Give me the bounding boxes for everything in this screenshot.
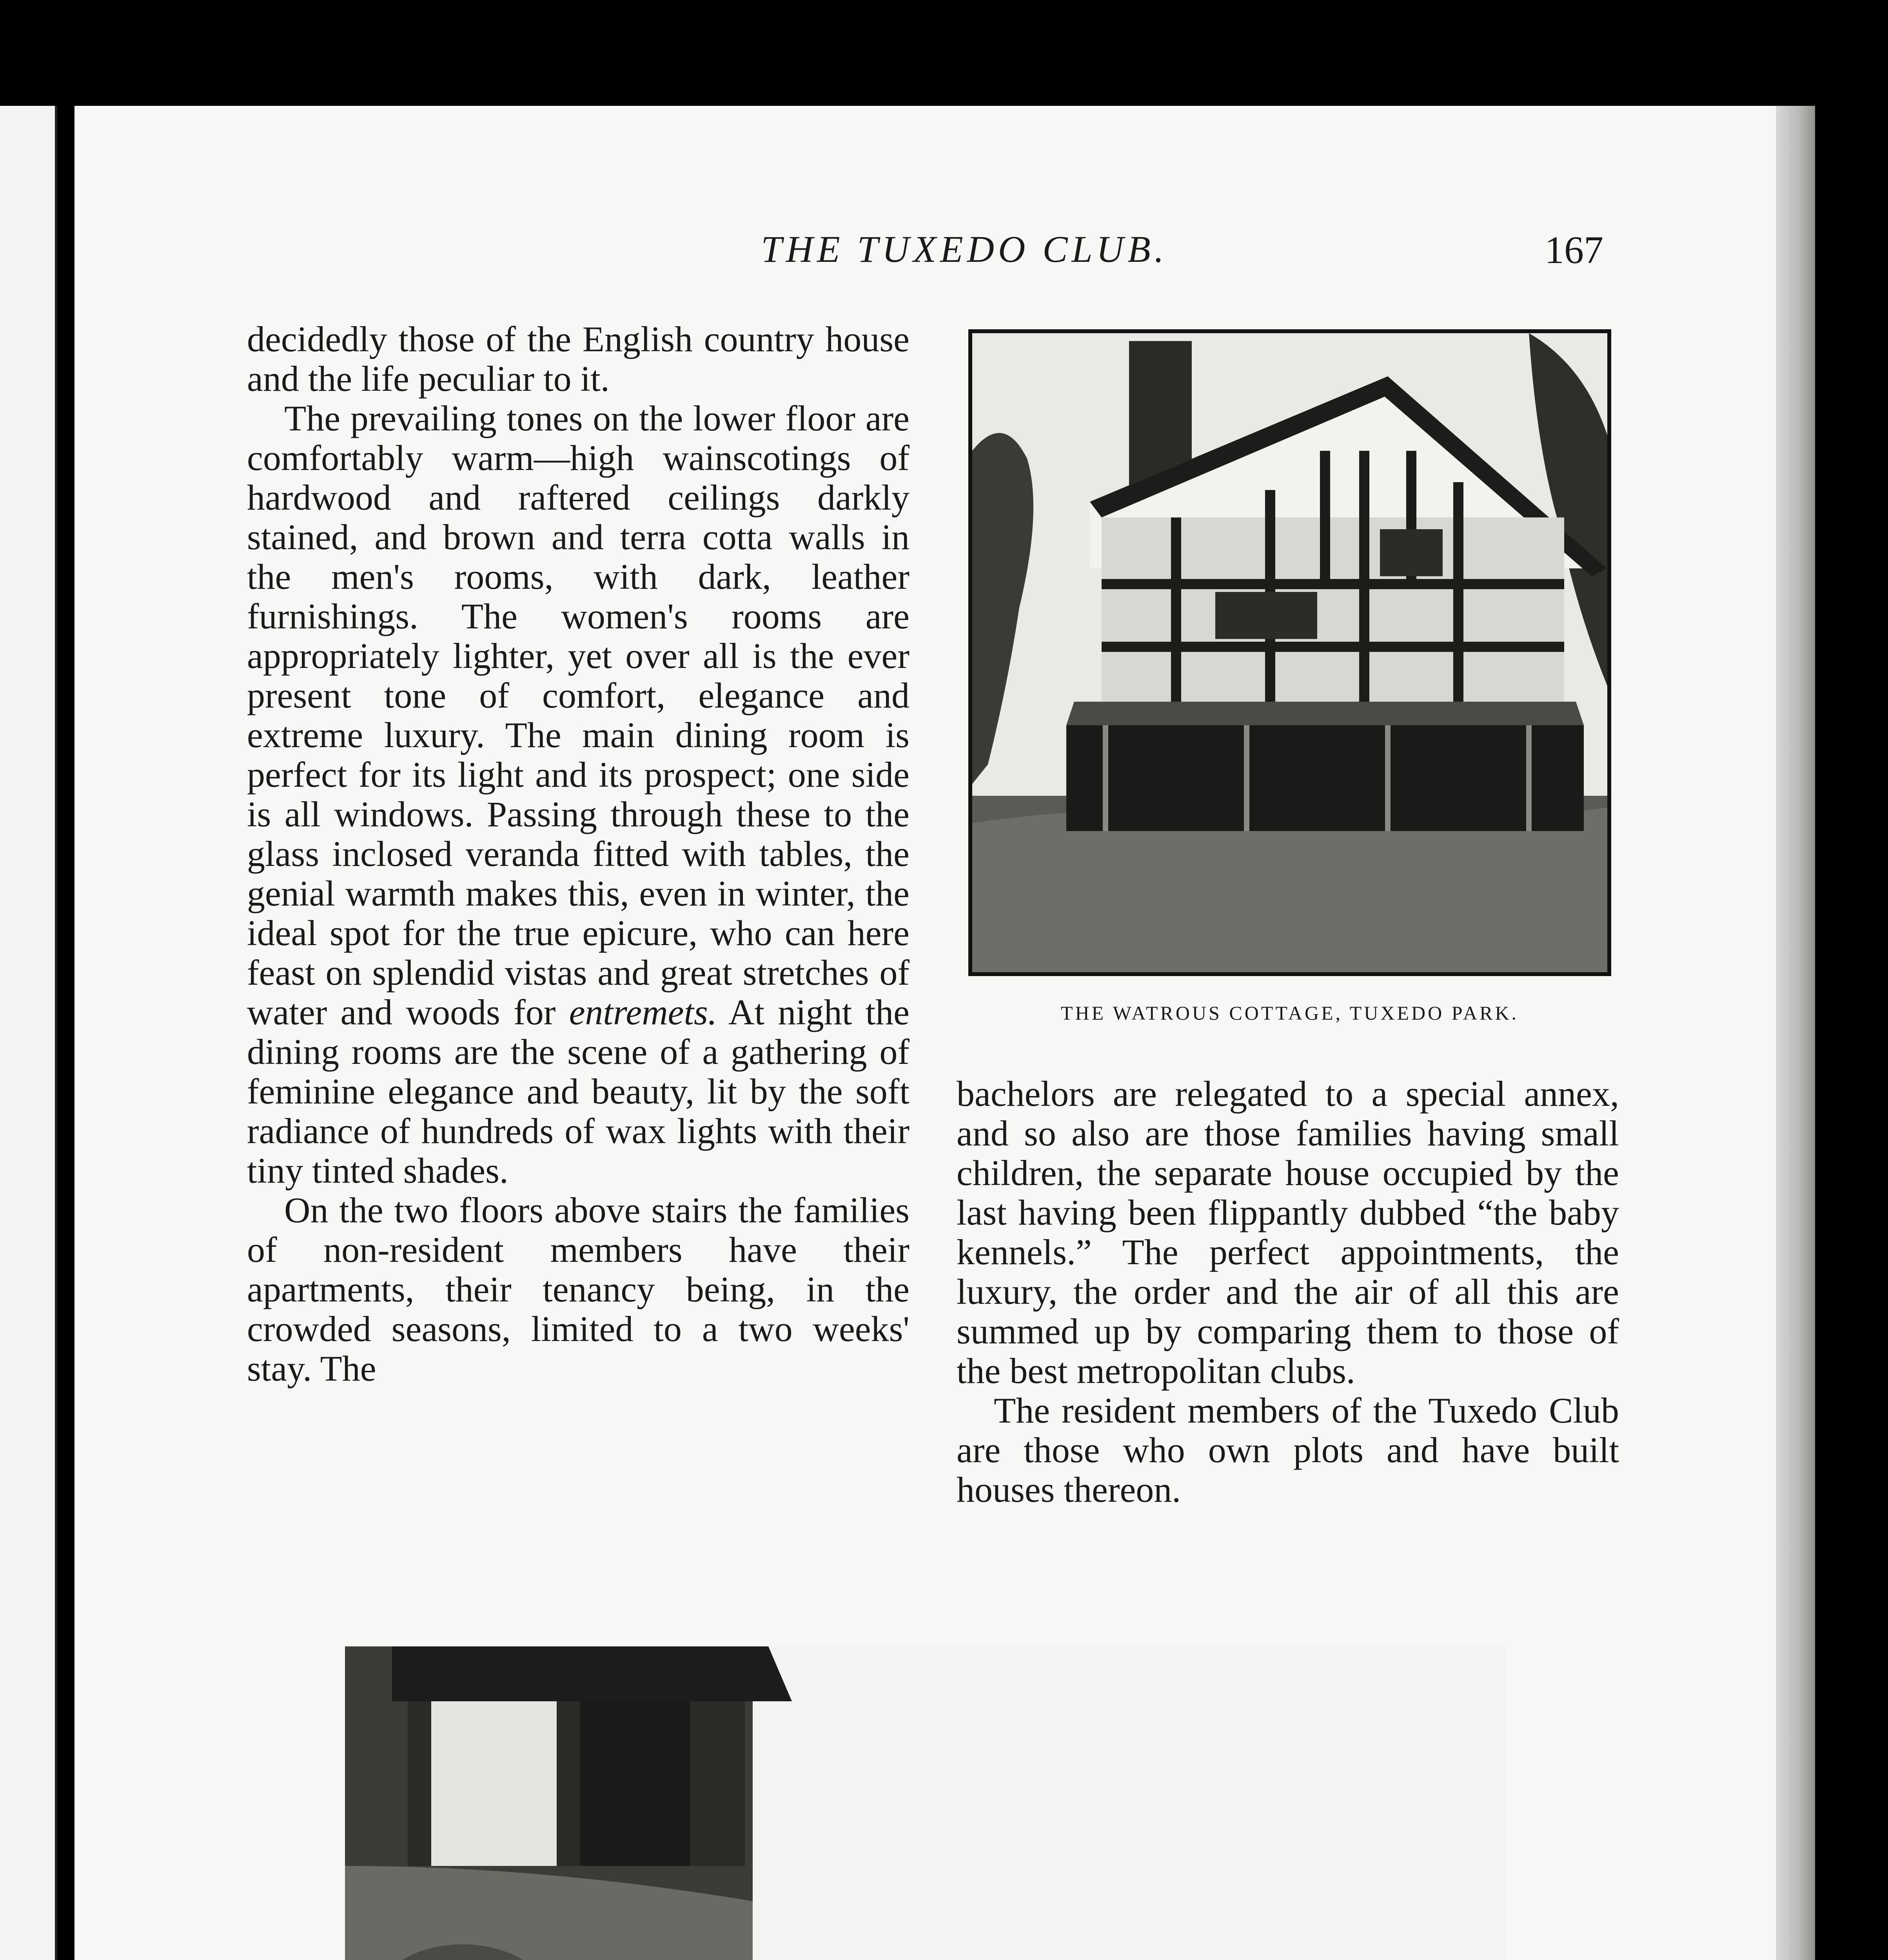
page-number: 167 [1545,228,1603,272]
running-head: THE TUXEDO CLUB. [761,228,1168,270]
italic-term: entremets. [569,992,717,1032]
paragraph: On the two floors above stairs the families of non-resident members have their apartments, their tenancy being, in the crowded seasons, limited to a two weeks' stay. The [247,1190,910,1388]
tuxedo-lake-photo [345,1646,1505,1960]
paragraph: decidedly those of the English country house and the life peculiar to it. [247,319,910,399]
page-fore-edge [1776,106,1815,1960]
paragraph: The resident members of the Tuxedo Club are those who own plots and have built houses thereon. [957,1390,1619,1510]
right-text-column [957,1074,1619,1510]
photo-caption: THE WATROUS COTTAGE, TUXEDO PARK. [1060,1002,1519,1024]
left-text-column [247,319,910,1388]
watrous-cottage-photo [968,329,1611,976]
facing-page-edge [0,106,57,1960]
paragraph-text: At night the dining rooms are the scene of a gathering of feminine elegance and beauty, lit by the soft radiance of hundreds of wax lights with their tiny tinted shades. [247,992,910,1191]
watrous-cottage-illustration [972,333,1607,972]
paragraph: bachelors are relegated to a special annex, and so also are those families having small children, the separate house occupied by the last having been flippantly dubbed “the baby kennels.” The perfect appointments, the luxury, the order and the air of all this are summed up by comparing them to those of the best metropolitan clubs. [957,1074,1619,1391]
paragraph-text: The prevailing tones on the lower floor are comfortably warm—high wainscotings of hardwood and raftered ceilings darkly stained, and brown and terra cotta walls in the men's rooms, with dark, leather furnishings. The women's rooms are appropriately lighter, yet over all is the ever present tone of comfort, elegance and extreme luxury. The main dining room is perfect for its light and its prospect; one side is all windows. Passing through these to the glass inclosed veranda fitted with tables, the genial warmth makes this, even in winter, the ideal spot for the true epicure, who can here feast on splendid vistas and great stretches of water and woods for [247,398,910,1032]
tuxedo-lake-illustration [345,1646,1505,1960]
paragraph [247,399,910,1191]
